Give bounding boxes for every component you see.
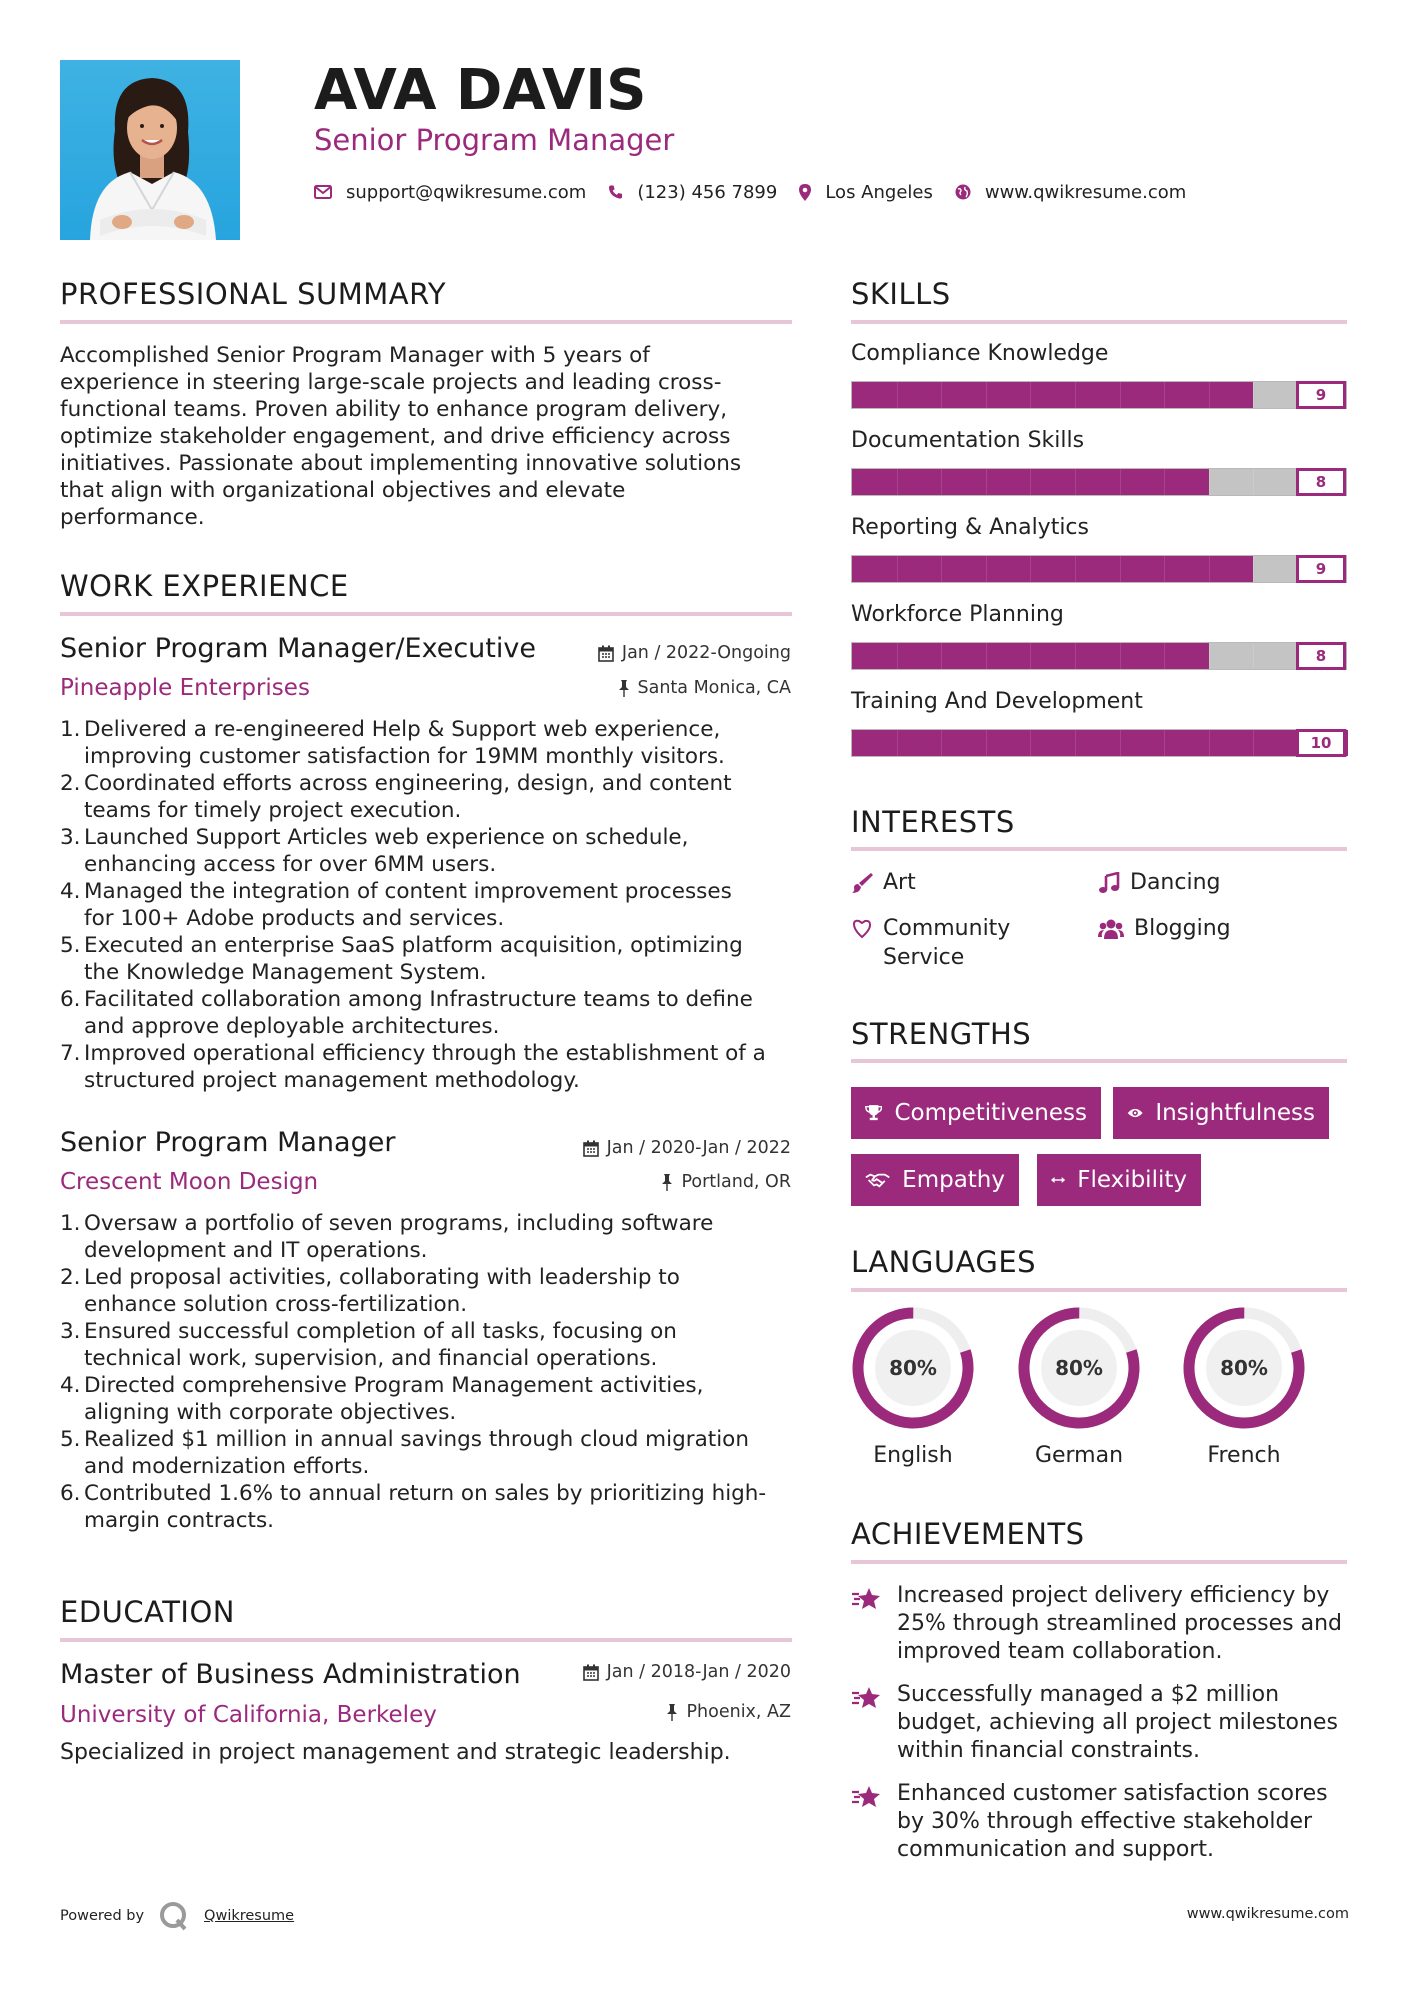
footer-powered-by [60, 1900, 294, 1932]
item-number: 4. [60, 879, 81, 904]
list-item [60, 1210, 800, 1264]
map-pin-icon [799, 184, 811, 201]
achievement-text [897, 1582, 1342, 1666]
skills-heading: SKILLS [851, 277, 951, 311]
item-line: Contributed 1.6% to annual return on sales by prioritizing high- [84, 1481, 767, 1506]
skill-name: Documentation Skills [851, 428, 1085, 453]
contact-bar [314, 178, 1208, 206]
list-item [60, 1264, 800, 1318]
item-line: Coordinated efforts across engineering, design, and content [84, 771, 732, 796]
strength-badge-competitiveness [851, 1087, 1101, 1139]
trophy-icon [865, 1102, 882, 1124]
skill-bar-segment [1209, 643, 1210, 669]
job-location-text: Portland, OR [681, 1172, 791, 1192]
job-date-text: Jan / 2020-Jan / 2022 [606, 1138, 791, 1158]
job-date [583, 1136, 791, 1160]
item-line: enhancing access for over 6MM users. [84, 852, 497, 877]
globe-icon [955, 184, 971, 200]
hand-heart-icon [851, 918, 873, 940]
skill-bar-segment [1120, 469, 1121, 495]
job-company: Crescent Moon Design [60, 1169, 319, 1195]
summary-text [60, 342, 790, 531]
skill-bar-segment [897, 382, 898, 408]
item-number: 3. [60, 1319, 81, 1344]
education-description: Specialized in project management and strategic leadership. [60, 1740, 731, 1765]
skill-bar-segment [897, 556, 898, 582]
language-donut [1182, 1306, 1306, 1430]
skill-bar-segment [1209, 556, 1210, 582]
skill-bar-segment [1075, 556, 1076, 582]
item-number: 5. [60, 933, 81, 958]
skill-bar-segment [1209, 382, 1210, 408]
item-number: 1. [60, 717, 81, 742]
summary-line: performance. [60, 505, 205, 530]
education-date-text: Jan / 2018-Jan / 2020 [606, 1662, 791, 1682]
skill-score: 9 [1296, 381, 1346, 409]
interest-dancing [1098, 868, 1220, 897]
skill-name: Reporting & Analytics [851, 515, 1089, 540]
interest-label-line: Community [883, 916, 1011, 941]
skill-name: Compliance Knowledge [851, 341, 1109, 366]
website-text: www.qwikresume.com [984, 181, 1187, 203]
skill-bar-segment [1030, 730, 1031, 756]
music-icon [1098, 872, 1120, 894]
job-responsibilities [60, 1210, 800, 1534]
qwikresume-logo-icon [158, 1900, 190, 1932]
handshake-icon [865, 1171, 890, 1189]
strengths-rule [851, 1059, 1347, 1063]
list-item [60, 878, 800, 932]
skill-bar-segment [1030, 556, 1031, 582]
skill-bar-segment [941, 556, 942, 582]
list-item [60, 986, 800, 1040]
language-percent: 80% [1220, 1356, 1268, 1380]
phone-icon [608, 184, 623, 200]
arrows-horizontal-icon [1051, 1174, 1065, 1186]
profile-photo [60, 60, 240, 240]
item-line: technical work, supervision, and financial operations. [84, 1346, 658, 1371]
pushpin-icon [618, 680, 630, 697]
item-number: 2. [60, 1265, 81, 1290]
skill-bar-segment [1164, 643, 1165, 669]
skill-bar-segment [1164, 469, 1165, 495]
strength-label: Flexibility [1077, 1167, 1187, 1193]
skill-score: 9 [1296, 555, 1346, 583]
interest-label: Dancing [1130, 870, 1221, 895]
skill-bar-fill [852, 556, 1253, 582]
achievements-heading: ACHIEVEMENTS [851, 1517, 1085, 1551]
users-icon [1098, 918, 1124, 940]
achievements-rule [851, 1560, 1347, 1564]
item-line: Ensured successful completion of all tasks, focusing on [84, 1319, 677, 1344]
summary-line: functional teams. Proven ability to enhance program delivery, [60, 397, 728, 422]
item-line: margin contracts. [84, 1508, 274, 1533]
achievement-line: Increased project delivery efficiency by [897, 1583, 1330, 1608]
skill-bar-segment [1164, 382, 1165, 408]
skill-bar-segment [1030, 382, 1031, 408]
calendar-icon [598, 645, 614, 662]
languages-rule [851, 1288, 1347, 1292]
skill-bar-segment [986, 556, 987, 582]
skill-bar-segment [1120, 382, 1121, 408]
skill-bar-segment [1209, 469, 1210, 495]
skill-bar [851, 381, 1347, 409]
job-location-text: Santa Monica, CA [637, 678, 791, 698]
skill-score: 8 [1296, 468, 1346, 496]
item-number: 4. [60, 1373, 81, 1398]
skill-bar-segment [986, 730, 987, 756]
item-line: structured project management methodology. [84, 1068, 580, 1093]
skill-bar-segment [986, 643, 987, 669]
education-rule [60, 1638, 792, 1642]
skill-bar-segment [1120, 643, 1121, 669]
interest-community-service [851, 914, 1010, 972]
skill-bar-segment [986, 469, 987, 495]
item-line: Managed the integration of content improvement processes [84, 879, 732, 904]
skill-bar-segment [1209, 730, 1210, 756]
skill-bar-segment [941, 382, 942, 408]
language-name: German [1034, 1443, 1124, 1468]
education-date [583, 1660, 791, 1684]
achievement-line: 25% through streamlined processes and [897, 1611, 1343, 1636]
item-line: improving customer satisfaction for 19MM monthly visitors. [84, 744, 725, 769]
item-line: development and IT operations. [84, 1238, 428, 1263]
contact-email[interactable] [314, 182, 586, 203]
pushpin-icon [661, 1174, 673, 1191]
interest-art [851, 868, 916, 897]
calendar-icon [583, 1140, 599, 1157]
summary-heading: PROFESSIONAL SUMMARY [60, 277, 447, 311]
footer-website[interactable]: www.qwikresume.com [1186, 1906, 1349, 1922]
achievement-line: communication and support. [897, 1837, 1214, 1862]
summary-line: initiatives. Passionate about implementing innovative solutions [60, 451, 742, 476]
item-line: enhance solution cross-fertilization. [84, 1292, 468, 1317]
skill-bar [851, 729, 1347, 757]
interest-label: Art [883, 870, 916, 895]
skill-bar-fill [852, 382, 1253, 408]
calendar-icon [583, 1664, 599, 1681]
language-name: French [1207, 1443, 1281, 1468]
skill-bar-segment [941, 730, 942, 756]
achievement-text [897, 1780, 1328, 1864]
skill-bar-segment [897, 469, 898, 495]
envelope-icon [314, 185, 332, 199]
job-date [598, 641, 791, 665]
language-donut [1017, 1306, 1141, 1430]
job-responsibilities [60, 716, 800, 1094]
item-line: Oversaw a portfolio of seven programs, including software [84, 1211, 714, 1236]
item-number: 2. [60, 771, 81, 796]
skill-bar-segment [1253, 730, 1254, 756]
skill-bar-segment [1030, 643, 1031, 669]
job-title: Senior Program Manager/Executive [60, 633, 536, 664]
list-item [60, 1480, 800, 1534]
item-line: Facilitated collaboration among Infrastructure teams to define [84, 987, 753, 1012]
skill-bar-segment [1253, 556, 1254, 582]
interests-rule [851, 847, 1347, 851]
skill-bar-segment [1075, 643, 1076, 669]
contact-location [799, 182, 933, 203]
list-item [60, 716, 800, 770]
interest-label [883, 914, 1010, 972]
skill-bar-segment [897, 730, 898, 756]
language-name: English [873, 1443, 953, 1468]
item-line: and modernization efforts. [84, 1454, 370, 1479]
summary-line: experience in steering large-scale projects and leading cross- [60, 370, 722, 395]
achievement-line: by 30% through effective stakeholder [897, 1809, 1313, 1834]
skill-bar-segment [1164, 730, 1165, 756]
strength-label: Empathy [902, 1167, 1005, 1193]
list-item [60, 824, 800, 878]
list-item [60, 770, 800, 824]
skill-bar-segment [1075, 469, 1076, 495]
item-line: Led proposal activities, collaborating with leadership to [84, 1265, 680, 1290]
item-number: 1. [60, 1211, 81, 1236]
item-number: 3. [60, 825, 81, 850]
education-location-text: Phoenix, AZ [686, 1702, 791, 1722]
skill-bar [851, 468, 1347, 496]
skill-bar-segment [941, 643, 942, 669]
candidate-title: Senior Program Manager [314, 123, 675, 157]
strength-label: Insightfulness [1155, 1100, 1315, 1126]
skills-rule [851, 320, 1347, 324]
paintbrush-icon [851, 872, 873, 894]
item-line: Delivered a re-engineered Help & Support web experience, [84, 717, 721, 742]
skill-bar-segment [986, 382, 987, 408]
languages-heading: LANGUAGES [851, 1245, 1037, 1279]
language-percent: 80% [1055, 1356, 1103, 1380]
eye-icon [1127, 1105, 1143, 1121]
degree-title: Master of Business Administration [60, 1659, 521, 1690]
star-badge-icon [851, 1685, 883, 1711]
item-number: 7. [60, 1041, 81, 1066]
skill-bar-segment [1253, 382, 1254, 408]
achievement-line: Enhanced customer satisfaction scores [897, 1781, 1328, 1806]
item-line: Directed comprehensive Program Management activities, [84, 1373, 704, 1398]
contact-website[interactable] [955, 182, 1186, 203]
item-number: 6. [60, 1481, 81, 1506]
achievement-item [851, 1681, 1351, 1765]
achievement-line: Successfully managed a $2 million [897, 1682, 1280, 1707]
strength-badge-empathy [851, 1154, 1019, 1206]
skill-bar-segment [1164, 556, 1165, 582]
star-badge-icon [851, 1784, 883, 1810]
item-line: Executed an enterprise SaaS platform acquisition, optimizing [84, 933, 743, 958]
item-number: 5. [60, 1427, 81, 1452]
skill-bar [851, 642, 1347, 670]
achievement-line: within financial constraints. [897, 1738, 1200, 1763]
contact-phone[interactable] [608, 182, 777, 203]
pushpin-icon [666, 1704, 678, 1721]
item-line: Realized $1 million in annual savings through cloud migration [84, 1427, 749, 1452]
summary-line: Accomplished Senior Program Manager with 5 years of [60, 343, 650, 368]
skill-bar-segment [1120, 730, 1121, 756]
job-date-text: Jan / 2022-Ongoing [621, 643, 791, 663]
skill-bar-segment [1075, 382, 1076, 408]
skill-bar-segment [941, 469, 942, 495]
education-heading: EDUCATION [60, 1595, 236, 1629]
item-line: teams for timely project execution. [84, 798, 462, 823]
job-location [618, 676, 792, 700]
language-donut [851, 1306, 975, 1430]
skill-score: 10 [1296, 729, 1346, 757]
brand-link[interactable]: Qwikresume [204, 1908, 295, 1924]
skill-name: Training And Development [851, 689, 1143, 714]
strength-badge-insightfulness [1113, 1087, 1329, 1139]
interests-heading: INTERESTS [851, 805, 1015, 839]
interest-label-line: Service [883, 945, 965, 970]
star-badge-icon [851, 1586, 883, 1612]
job-location [661, 1170, 791, 1194]
item-line: for 100+ Adobe products and services. [84, 906, 505, 931]
item-number: 6. [60, 987, 81, 1012]
list-item [60, 932, 800, 986]
skill-bar-segment [1253, 469, 1254, 495]
candidate-name: AVA DAVIS [314, 58, 647, 123]
interest-blogging [1098, 914, 1231, 943]
summary-line: optimize stakeholder engagement, and drive efficiency across [60, 424, 731, 449]
phone-text: (123) 456 7899 [637, 181, 778, 203]
skill-bar-segment [1253, 643, 1254, 669]
strength-label: Competitiveness [894, 1100, 1087, 1126]
achievement-item [851, 1582, 1351, 1666]
list-item [60, 1372, 800, 1426]
location-text: Los Angeles [825, 181, 933, 203]
skill-bar-segment [1030, 469, 1031, 495]
item-line: aligning with corporate objectives. [84, 1400, 457, 1425]
interest-label: Blogging [1134, 916, 1231, 941]
powered-by-text: Powered by [60, 1908, 145, 1924]
job-title: Senior Program Manager [60, 1127, 396, 1158]
email-text: support@qwikresume.com [346, 181, 587, 203]
item-line: Improved operational efficiency through the establishment of a [84, 1041, 766, 1066]
list-item [60, 1426, 800, 1480]
list-item [60, 1318, 800, 1372]
job-company: Pineapple Enterprises [60, 675, 310, 701]
item-line: and approve deployable architectures. [84, 1014, 500, 1039]
experience-rule [60, 612, 792, 616]
achievement-item [851, 1780, 1351, 1864]
achievement-line: improved team collaboration. [897, 1639, 1223, 1664]
education-location [666, 1700, 791, 1724]
school-name: University of California, Berkeley [60, 1702, 437, 1728]
summary-rule [60, 320, 792, 324]
skill-bar-segment [1075, 730, 1076, 756]
language-percent: 80% [889, 1356, 937, 1380]
experience-heading: WORK EXPERIENCE [60, 569, 349, 603]
achievement-line: budget, achieving all project milestones [897, 1710, 1338, 1735]
item-line: Launched Support Articles web experience on schedule, [84, 825, 689, 850]
skill-bar [851, 555, 1347, 583]
skill-bar-fill [852, 730, 1348, 756]
skill-bar-segment [1120, 556, 1121, 582]
strength-badge-flexibility [1037, 1154, 1201, 1206]
summary-line: that align with organizational objectives and elevate [60, 478, 626, 503]
skill-score: 8 [1296, 642, 1346, 670]
list-item [60, 1040, 800, 1094]
achievement-text [897, 1681, 1338, 1765]
strengths-heading: STRENGTHS [851, 1017, 1032, 1051]
item-line: the Knowledge Management System. [84, 960, 487, 985]
skill-name: Workforce Planning [851, 602, 1064, 627]
skill-bar-segment [897, 643, 898, 669]
